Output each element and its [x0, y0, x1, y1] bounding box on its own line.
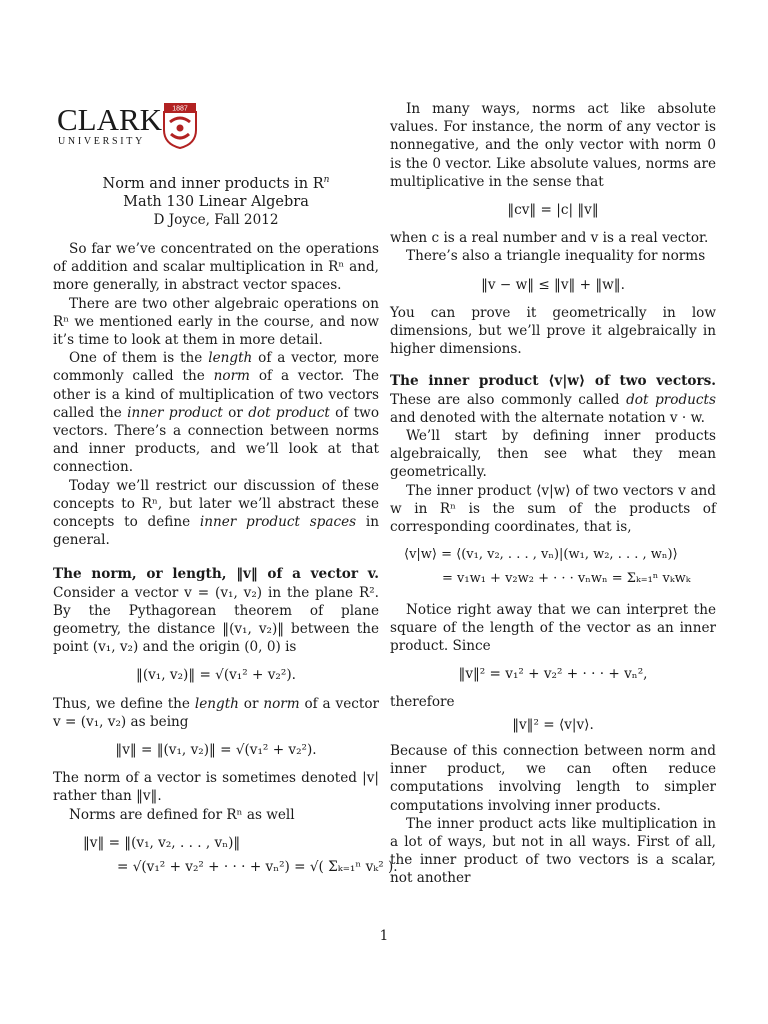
- logo-sub: UNIVERSITY: [58, 136, 145, 147]
- page-number: 1: [379, 928, 389, 944]
- paragraph: therefore: [390, 694, 455, 711]
- logo-graphic: [57, 100, 207, 150]
- title-line-3: D Joyce, Fall 2012: [153, 212, 279, 228]
- paragraph: So far we’ve concentrated on the operations of addition and scalar multiplication in Rⁿ and, more generally, in abstract vector spaces.: [53, 241, 379, 294]
- paragraph: There are two other algebraic operations on Rⁿ we mentioned early in the course, and now it’s time to look at them in more detail.: [53, 295, 379, 349]
- equation: ‖v‖² = ⟨v|v⟩.: [512, 716, 594, 733]
- title-line-1: Norm and inner products in $R^n$: [102, 175, 330, 192]
- right-body: [390, 100, 716, 888]
- paragraph: Today we’ll restrict our discussion of these concepts to Rⁿ, but later we’ll abstract these concepts to define inner product spaces in general.: [53, 477, 379, 549]
- clark-university-logo: [57, 100, 207, 150]
- paragraph: We’ll start by defining inner products algebraically, then see what they mean geometrically.: [390, 428, 716, 481]
- left-body: [53, 240, 398, 876]
- section-heading: The inner product ⟨v|w⟩ of two vectors.: [390, 373, 716, 390]
- document-title: [53, 175, 379, 229]
- paragraph: The inner product ⟨v|w⟩ of two vectors v and w in Rⁿ is the sum of the products of corresponding coordinates, that is,: [390, 482, 716, 536]
- equation: ⟨v|w⟩ = ⟨(v₁, v₂, . . . , vₙ)|(w₁, w₂, . . . , wₙ)⟩: [404, 547, 678, 563]
- equation: = √(v₁² + v₂² + · · · + vₙ²) = √( Σₖ₌₁ⁿ vₖ² ).: [117, 859, 398, 876]
- paragraph: One of them is the length of a vector, more commonly called the norm of a vector. The other is a kind of multiplication of two vectors called the inner product or dot product of two vectors. There’s a connection between norms and inner products, and we’ll look at that connection.: [53, 350, 380, 476]
- logo-shield-dot: [177, 125, 184, 132]
- paragraph: The inner product acts like multiplication in a lot of ways, but not in all ways. First of all, the inner product of two vectors is a scalar, not another: [390, 815, 716, 887]
- section-norm: The norm, or length, ‖v‖ of a vector v. Consider a vector v = (v₁, v₂) in the plane R². By the Pythagorean theorem of plane geometry, the distance ‖(v₁, v₂)‖ between the point (v₁, v₂) and the origin (0, 0) is: [53, 566, 379, 656]
- equation: = v₁w₁ + v₂w₂ + · · · vₙwₙ = Σₖ₌₁ⁿ vₖwₖ: [442, 571, 691, 587]
- paragraph: The norm of a vector is sometimes denoted |v| rather than ‖v‖.: [53, 770, 379, 805]
- logo-name: CLARK: [57, 102, 163, 137]
- paragraph: In many ways, norms act like absolute values. For instance, the norm of any vector is nonnegative, and the only vector with norm 0 is the 0 vector. Like absolute values, norms are multiplicative in the sense that: [390, 101, 716, 190]
- section-inner-product: The inner product ⟨v|w⟩ of two vectors. These are also commonly called dot products and denoted with the alternate notation v · w.: [390, 373, 716, 426]
- paragraph: You can prove it geometrically in low dimensions, but we’ll prove it algebraically in higher dimensions.: [390, 304, 716, 358]
- paragraph: Thus, we define the length or norm of a vector v = (v₁, v₂) as being: [53, 695, 379, 730]
- equation: ‖v‖ = ‖(v₁, v₂)‖ = √(v₁² + v₂²).: [115, 742, 317, 759]
- equation: ‖v − w‖ ≤ ‖v‖ + ‖w‖.: [481, 276, 625, 293]
- equation: ‖cv‖ = |c| ‖v‖: [507, 202, 599, 219]
- paragraph: Norms are defined for Rⁿ as well: [69, 806, 295, 823]
- paragraph: Notice right away that we can interpret the square of the length of the vector as an inner product. Since: [390, 601, 716, 655]
- paragraph: There’s also a triangle inequality for norms: [406, 248, 706, 265]
- logo-year: 1887: [172, 105, 188, 113]
- paragraph: Because of this connection between norm and inner product, we can often reduce computations involving length to simpler computations involving inner products.: [390, 742, 716, 814]
- title-line-2: Math 130 Linear Algebra: [123, 194, 309, 210]
- equation: ‖v‖² = v₁² + v₂² + · · · + vₙ²,: [458, 666, 648, 683]
- equation: ‖v‖ = ‖(v₁, v₂, . . . , vₙ)‖: [83, 834, 241, 851]
- paragraph: when c is a real number and v is a real vector.: [390, 230, 709, 247]
- section-heading: The norm, or length, ‖v‖ of a vector v.: [53, 566, 379, 583]
- equation: ‖(v₁, v₂)‖ = √(v₁² + v₂²).: [136, 667, 296, 684]
